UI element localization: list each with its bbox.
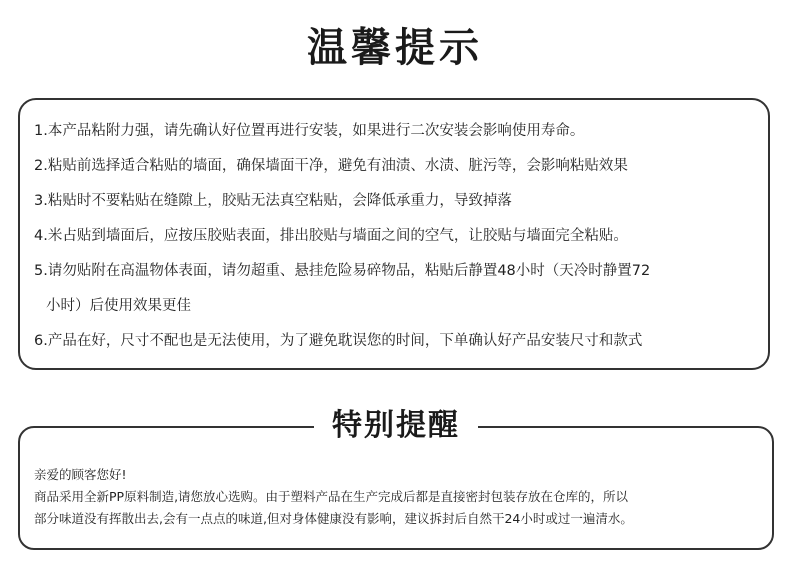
tip-item: 2.粘贴前选择适合粘贴的墙面，确保墙面干净，避免有油渍、水渍、脏污等，会影响粘贴效果 — [34, 158, 628, 174]
tip-item: 6.产品在好，尺寸不配也是无法使用，为了避免耽误您的时间，下单确认好产品安装尺寸和款式 — [34, 333, 643, 349]
tip-item: 5.请勿贴附在高温物体表面，请勿超重、悬挂危险易碎物品，粘贴后静置48小时（天冷时静置72 — [34, 263, 651, 279]
page-title: 温馨提示 — [307, 25, 483, 71]
notice-line: 商品采用全新PP原料制造,请您放心选购。由于塑料产品在生产完成后都是直接密封包装存放在仓库的，所以 — [34, 489, 629, 504]
notice-line: 亲爱的顾客您好! — [34, 467, 127, 482]
tip-item-continued: 小时）后使用效果更佳 — [46, 298, 191, 314]
tips-box — [18, 98, 770, 370]
tip-item: 4.米占贴到墙面后，应按压胶贴表面，排出胶贴与墙面之间的空气，让胶贴与墙面完全粘贴。 — [34, 228, 628, 244]
notice-heading: 特别提醒 — [314, 400, 478, 452]
notice-line: 部分味道没有挥散出去,会有一点点的味道,但对身体健康没有影响，建议拆封后自然干24小时或过一遍清水。 — [34, 511, 633, 526]
tip-item: 1.本产品粘附力强，请先确认好位置再进行安装，如果进行二次安装会影响使用寿命。 — [34, 123, 585, 139]
tip-item: 3.粘贴时不要粘贴在缝隙上，胶贴无法真空粘贴，会降低承重力，导致掉落 — [34, 193, 512, 209]
notice-section — [18, 400, 774, 550]
